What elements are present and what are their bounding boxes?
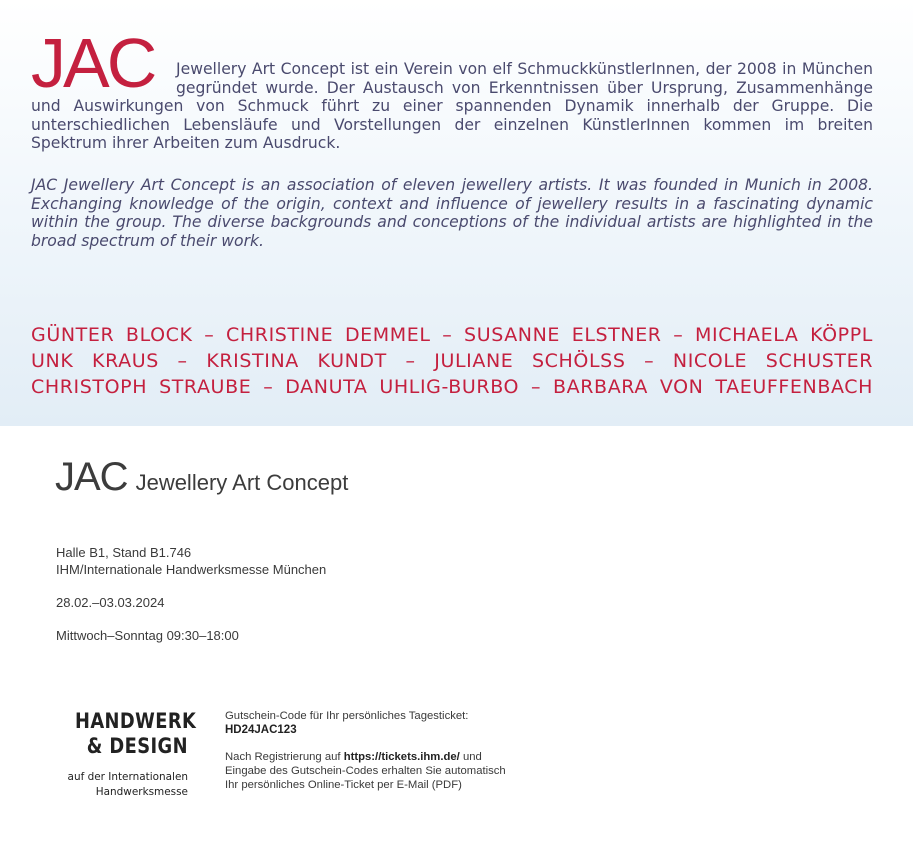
german-description: Jewellery Art Concept ist ein Verein von elf SchmuckkünstlerInnen, der 2008 in München gegründet wurde. Der Austausch von Erkenntnissen über Ursprung, Zusammenhänge und Auswirkungen von Schmuck führt zu einer spannenden Dynamik innerhalb der Gruppe. Die unterschiedlichen Lebensläufe und Vorstellungen der einzelnen KünstlerInnen kommen im breiten Spektrum ihrer Arbeiten zum Ausdruck. [31, 60, 873, 152]
event-dates: 28.02.–03.03.2024 [56, 595, 165, 610]
artist-line: CHRISTOPH STRAUBE – DANUTA UHLIG-BURBO – BARBARA VON TAEUFFENBACH [31, 376, 873, 398]
opening-hours: Mittwoch–Sonntag 09:30–18:00 [56, 628, 239, 643]
logo-caption [62, 769, 188, 799]
registration-line: Eingabe des Gutschein-Codes erhalten Sie automatisch [225, 765, 506, 777]
ticket-url-link[interactable]: https://tickets.ihm.de/ [343, 751, 460, 763]
jac-wordmark-subtitle: Jewellery Art Concept [135, 470, 349, 495]
voucher-code: HD24JAC123 [225, 724, 297, 736]
hall-stand: Halle B1, Stand B1.746 [56, 545, 192, 560]
logo-caption-line: auf der Internationalen [67, 770, 188, 783]
logo-line: HANDWERK [74, 709, 197, 733]
english-description: JAC Jewellery Art Concept is an association of eleven jewellery artists. It was founded in Munich in 2008. Exchanging knowledge of the origin, context and influence of jewellery results in a fascinating dynamic within the group. The diverse backgrounds and conceptions of the individual artists are highlighted in the broad spectrum of their work. [31, 176, 873, 250]
artist-line: GÜNTER BLOCK – CHRISTINE DEMMEL – SUSANNE ELSTNER – MICHAELA KÖPPL [31, 324, 873, 346]
voucher-label: Gutschein-Code für Ihr persönliches Tagesticket: [225, 710, 469, 722]
voucher-info [225, 709, 585, 792]
artist-list [31, 322, 873, 400]
registration-text [225, 750, 585, 764]
artist-line: UNK KRAUS – KRISTINA KUNDT – JULIANE SCHÖLSS – NICOLE SCHUSTER [31, 350, 873, 372]
handwerk-design-logo [55, 709, 197, 799]
venue-info [56, 544, 326, 578]
jac-wordmark [55, 455, 348, 500]
fair-name: IHM/Internationale Handwerksmesse München [56, 562, 327, 577]
jac-logo: JAC [31, 24, 155, 102]
intro-panel [0, 0, 913, 426]
logo-line: & DESIGN [86, 734, 188, 758]
registration-line: Ihr persönliches Online-Ticket per E-Mail (PDF) [225, 779, 462, 791]
registration-suffix: und [462, 751, 482, 763]
jac-wordmark-letters: JAC [55, 455, 128, 499]
logo-caption-line: Handwerksmesse [95, 785, 188, 798]
registration-prefix: Nach Registrierung auf [225, 751, 341, 763]
